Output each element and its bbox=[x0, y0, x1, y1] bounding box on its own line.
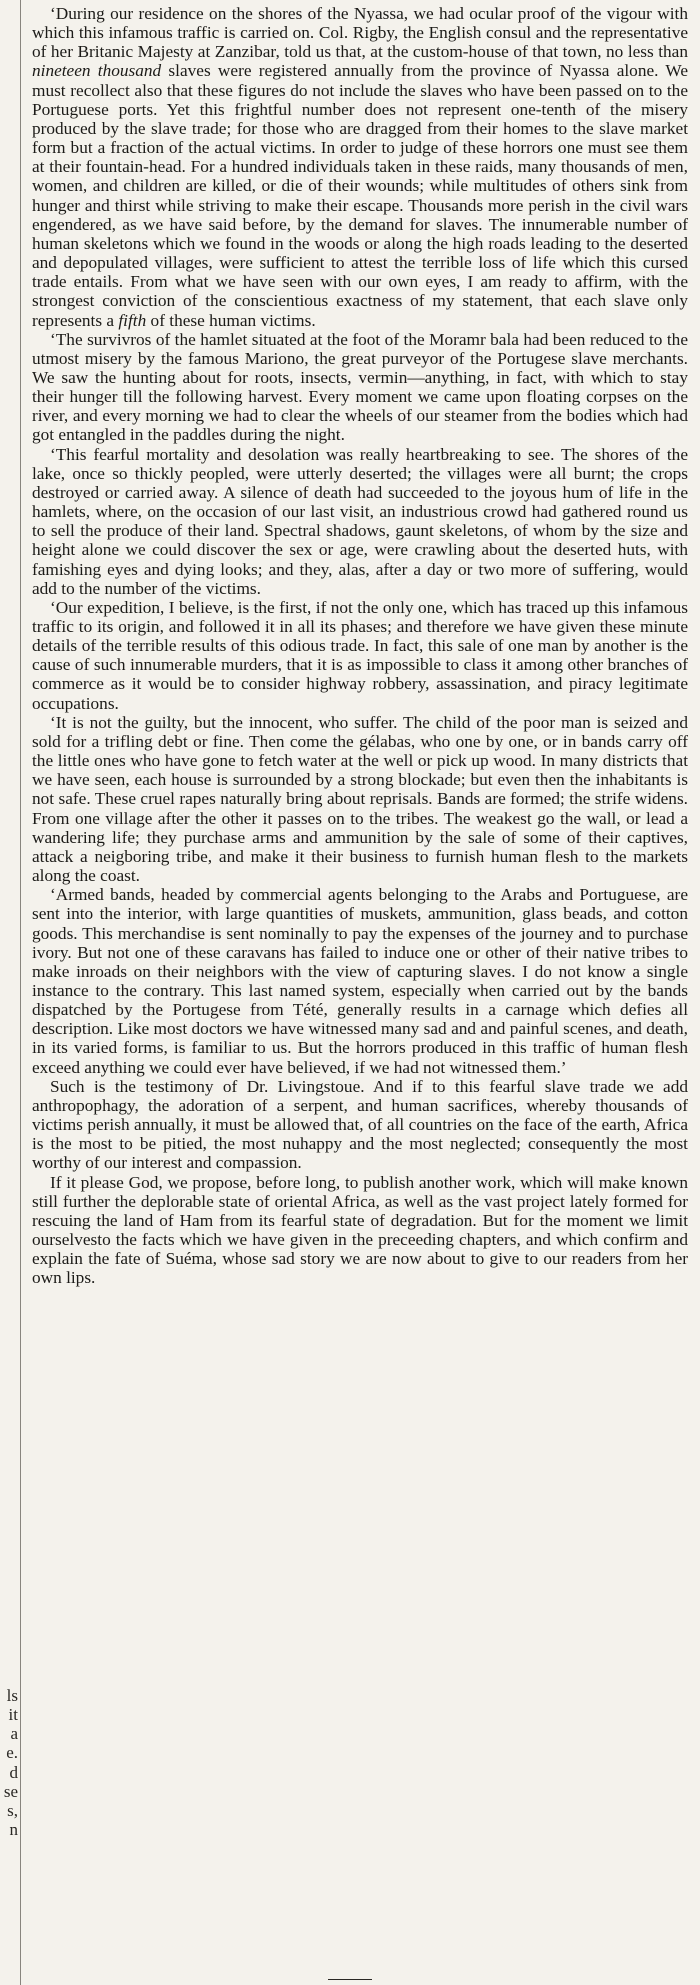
emphasis-text: fifth bbox=[118, 310, 147, 330]
margin-fragment-line: ls bbox=[6, 1686, 18, 1705]
article-paragraph bbox=[32, 4, 688, 330]
margin-fragment-line: d bbox=[9, 1762, 18, 1782]
margin-fragment-line: s, bbox=[7, 1800, 18, 1820]
paragraph-text: ‘Armed bands, headed by commercial agents belonging to the Arabs and Portuguese, are sent into the interior, with large quantities of muskets, ammunition, glass beads, and cotton goods. This merchandise is sent nominally to pay the expenses of the journey and to purchase ivory. But not one of these caravans has failed to induce one or other of their native tribes to make inroads on their neighbors with the view of capturing slaves. I do not know a single instance to the contrary. This last named system, especially when carried out by the bands dispatched by the Portugese from Tété, generally results in a carnage which defies all description. Like most doctors we have witnessed many sad and and painful scenes, and death, in its varied forms, is familiar to us. But the horrors produced in this traffic of human flesh exceed anything we could ever have believed, if we had not witnessed them.’ bbox=[32, 885, 688, 1077]
margin-fragment-line: a bbox=[10, 1724, 18, 1744]
article-paragraph bbox=[32, 330, 688, 445]
article-paragraph bbox=[32, 598, 688, 713]
article-paragraph bbox=[32, 1173, 688, 1288]
margin-fragment-line: it bbox=[8, 1705, 18, 1725]
end-rule bbox=[328, 1979, 372, 1980]
article-paragraph bbox=[32, 885, 688, 1077]
margin-fragment-line: e. bbox=[6, 1743, 18, 1763]
emphasis-text: nineteen thousand bbox=[32, 61, 162, 81]
paragraph-text: ‘It is not the guilty, but the innocent, who suffer. The child of the poor man is seized and sold for a trifling debt or fine. Then come the gélabas, who one by one, or in bands carry off the little ones who have gone to fetch water at the well or pick up wood. In many districts that we have seen, each house is surrounded by a strong blockade; but even then the inhabitants is not safe. These cruel rapes naturally bring about reprisals. Bands are formed; the strife widens. From one village after the other it passes on to the tribes. The weakest go the wall, or lead a wandering life; they purchase arms and ammunition by the sale of some of their captives, attack a neigboring tribe, and make it their business to furnish human flesh to the markets along the coast. bbox=[32, 712, 688, 886]
article-paragraph bbox=[32, 445, 688, 598]
adjacent-column-fragment bbox=[0, 1686, 20, 1839]
paragraph-text: ‘Our expedition, I believe, is the first, if not the only one, which has traced up this infamous traffic to its origin, and followed it in all its phases; and therefore we have given these minute details of the terrible results of this odious trade. In fact, this sale of one man by another is the cause of such innumerable murders, that it is as impossible to class it among other branches of commerce as it would be to consider highway robbery, assassination, and piracy legitimate occupations. bbox=[32, 597, 688, 713]
paragraph-text: of these human victims. bbox=[146, 310, 316, 330]
article-column bbox=[32, 4, 688, 1287]
column-divider bbox=[20, 0, 21, 1985]
paragraph-text: If it please God, we propose, before long, to publish another work, which will make known still further the deplorable state of oriental Africa, as well as the vast project lately formed for rescuing the land of Ham from its fearful state of degradation. But for the moment we limit ourselvesto the facts which we have given in the preceeding chapters, and which confirm and explain the fate of Suéma, whose sad story we are now about to give to our readers from her own lips. bbox=[32, 1172, 688, 1288]
article-paragraph bbox=[32, 1077, 688, 1173]
article-paragraph bbox=[32, 713, 688, 885]
paragraph-text: ‘This fearful mortality and desolation was really heartbreaking to see. The shores of the lake, once so thickly peopled, were utterly deserted; the villages were all burnt; the crops destroyed or carried away. A silence of death had succeeded to the joyous hum of life in the hamlets, where, on the occasion of our last visit, an industrious crowd had gathered round us to sell the produce of their land. Spectral shadows, gaunt skeletons, of whom by the size and height alone we could discover the sex or age, were crawling about the deserted huts, with famishing eyes and dying looks; and they, alas, after a day or two more of suffering, would add to the number of the victims. bbox=[32, 444, 688, 598]
paragraph-text: ‘The survivros of the hamlet situated at the foot of the Moramr bala had been reduced to the utmost misery by the famous Mariono, the great purveyor of the Portugese slave merchants. We saw the hunting about for roots, insects, vermin—anything, in fact, with which to stay their hunger till the following harvest. Every moment we came upon floating corpses on the river, and every morning we had to clear the wheels of our steamer from the bodies which had got entangled in the paddles during the night. bbox=[32, 329, 688, 445]
margin-fragment-line: se bbox=[3, 1781, 18, 1801]
paragraph-text: Such is the testimony of Dr. Livingstoue. And if to this fearful slave trade we add anthropophagy, the adoration of a serpent, and human sacrifices, whereby thousands of victims perish annually, it must be allowed that, of all countries on the face of the earth, Africa is the most to be pitied, the most nuhappy and the most neglected; consequently the most worthy of our interest and compassion. bbox=[32, 1076, 688, 1173]
paragraph-text: slaves were registered annually from the province of Nyassa alone. We must recollect also that these figures do not include the slaves who have been passed on to the Portuguese ports. Yet this frightful number does not represent one-tenth of the misery produced by the slave trade; for those who are dragged from their homes to the slave market form but a fraction of the actual victims. In order to judge of these horrors one must see them at their fountain-head. For a hundred individuals taken in these raids, many thousands of men, women, and children are killed, or die of their wounds; while multitudes of others sink from hunger and thirst while striving to make their escape. Thousands more perish in the civil wars engendered, as we have said before, by the demand for slaves. The innumerable number of human skeletons which we found in the woods or along the high roads leading to the deserted and depopulated villages, were sufficient to attest the terrible loss of life which this cursed trade entails. From what we have seen with our own eyes, I am ready to affirm, with the strongest conviction of the conscientious exactness of my statement, that each slave only represents a bbox=[32, 61, 688, 330]
margin-fragment-line: n bbox=[9, 1820, 18, 1840]
paragraph-text: ‘During our residence on the shores of the Nyassa, we had ocular proof of the vigour with which this infamous traffic is carried on. Col. Rigby, the English consul and the representative of her Britanic Majesty at Zanzibar, told us that, at the custom-house of that town, no less than bbox=[32, 4, 688, 62]
